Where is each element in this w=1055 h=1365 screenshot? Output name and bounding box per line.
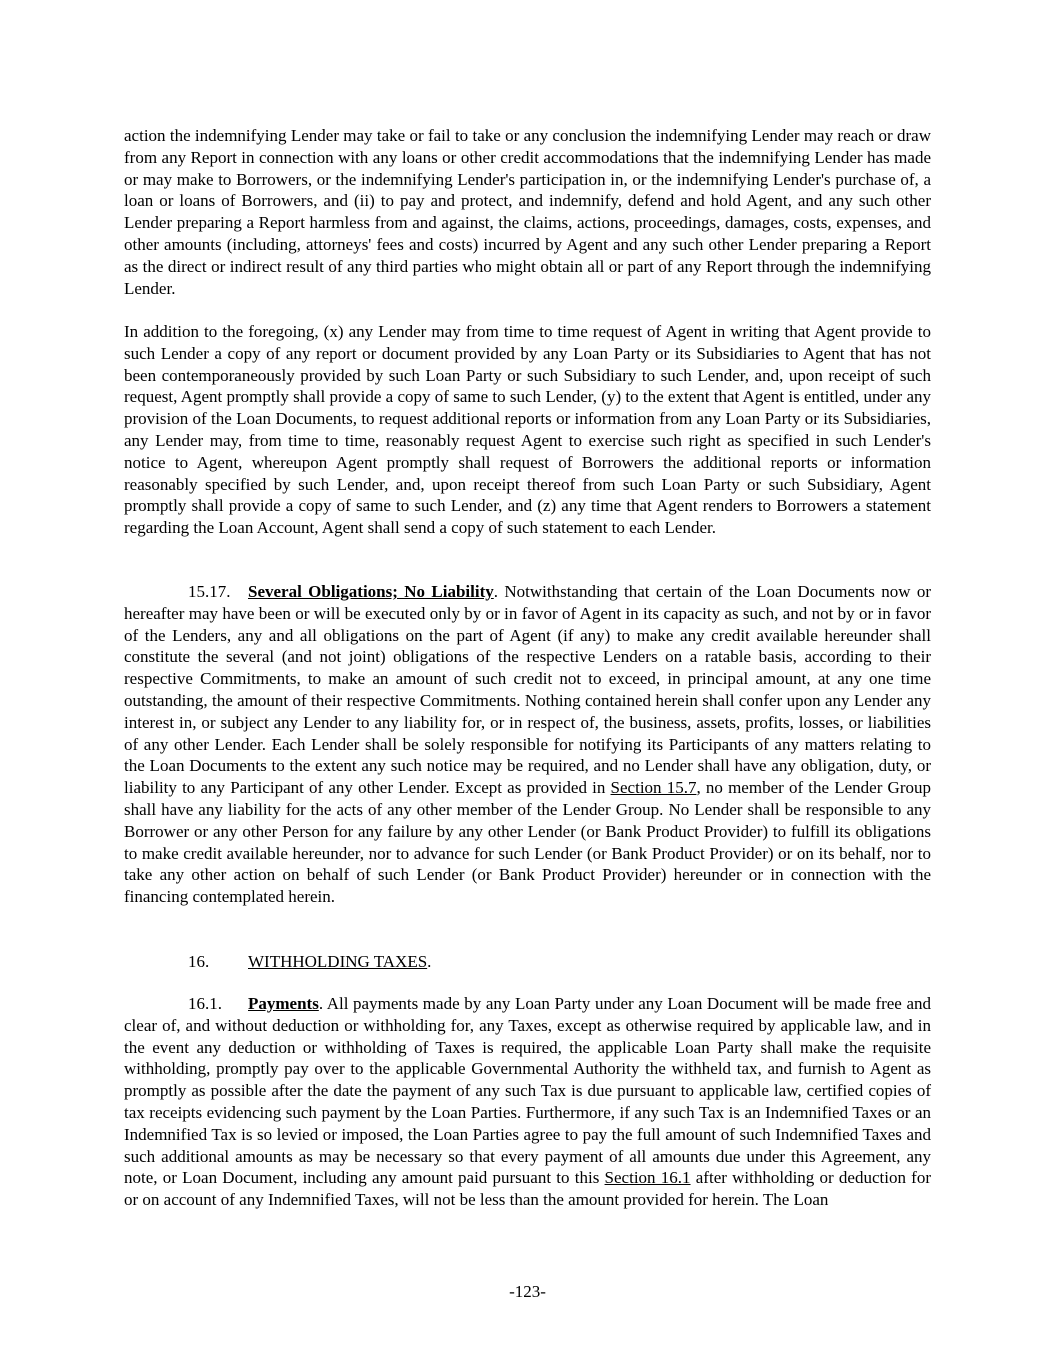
paragraph-indemnification-continued: action the indemnifying Lender may take or fail to take or any conclusion the indemnifying Lender may reach or draw from any Report in connection with any loans or other credit accommodations that the indemnifying Lender has made or may make to Borrowers, or the indemnifying Lender's participation in, or the indemnifying Lender's purchase of, a loan or loans of Borrowers, and (ii) to pay and protect, and indemnify, defend and hold Agent, and any such other Lender preparing a Report harmless from and against, the claims, actions, proceedings, damages, costs, expenses, and other amounts (including, attorneys' fees and costs) incurred by Agent and any such other Lender preparing a Report as the direct or indirect result of any third parties who might obtain all or part of any Report through the indemnifying Lender. [124,126,931,298]
section-heading: Payments [248,994,319,1013]
section-text: , no member of the Lender Group shall have any liability for the acts of any other member of the Lender Group. No Lender shall be responsible to any Borrower or any other Person for any failure by any other Lender (or Bank Product Provider) to fulfill its obligations to make credit available hereunder, nor to advance for such Lender (or Bank Product Provider) or on its behalf, nor to take any other action on behalf of such Lender (or Bank Product Provider) hereunder or in connection with the financing contemplated herein. [124,778,931,907]
section-heading: Several Obligations; No Liability [248,582,494,601]
paragraph-additional-reports: In addition to the foregoing, (x) any Lender may from time to time request of Agent in writing that Agent provide to such Lender a copy of any report or document provided by any Loan Party or its Subsidiaries to Agent that has not been contemporaneously provided by such Loan Party or such Subsidiary to such Lender, and, upon receipt of such request, Agent promptly shall provide a copy of same to such Lender, (y) to the extent that Agent is entitled, under any provision of the Loan Documents, to request additional reports or information from any Loan Party or its Subsidiaries, any Lender may, from time to time, reasonably request Agent to exercise such right as specified in such Lender's notice to Agent, whereupon Agent promptly shall request of Borrowers the additional reports or information reasonably specified by such Lender, and, upon receipt thereof from such Loan Party or such Subsidiary, Agent promptly shall provide a copy of same to such Lender, and (z) any time that Agent renders to Borrowers a statement regarding the Loan Account, Agent shall send a copy of such statement to each Lender. [124,322,931,538]
section-number: 16. [188,952,210,971]
section-text: after withholding or deduction for or on account of any Indemnified Taxes, will not be less than the amount provided for herein. The Loan [124,1168,932,1210]
section-title-period: . [427,952,432,971]
section-number: 16.1. [188,994,222,1013]
page-number: -123- [509,1282,546,1301]
section-reference-link[interactable]: Section 15.7 [610,778,697,798]
section-15-17 [124,581,931,908]
section-number: 15.17. [188,582,231,601]
section-16-1 [124,993,931,1211]
section-text: . Notwithstanding that certain of the Loan Documents now or hereafter may have been or will be executed only by or in favor of Agent in its capacity as such, and not by or in favor of the Lenders, any and all obligations on the part of Agent (if any) to make any credit available hereunder shall constitute the several (and not joint) obligations of the respective Lenders on a ratable basis, according to their respective Commitments, to make an amount of such credit not to exceed, in principal amount, at any one time outstanding, the amount of their respective Commitments. Nothing contained herein shall confer upon any Lender any interest in, or subject any Lender to any liability for, or in respect of, the business, assets, profits, losses, or liabilities of any other Lender. Each Lender shall be solely responsible for notifying its Participants of any matters relating to the Loan Documents to the extent any such notice may be required, and no Lender shall have any obligation, duty, or liability to any Participant of any other Lender. Except as provided in [124,582,931,798]
section-reference-link[interactable]: Section 16.1 [604,1168,691,1188]
section-title: WITHHOLDING TAXES [248,952,428,971]
section-16-heading [124,951,931,973]
section-text: . All payments made by any Loan Party under any Loan Document will be made free and clear of, and without deduction or withholding for, any Taxes, except as otherwise required by applicable law, and in the event any deduction or withholding of Taxes is required, the applicable Loan Party shall make the requisite withholding, promptly pay over to the applicable Governmental Authority the withheld tax, and furnish to Agent as promptly as possible after the date the payment of any such Tax is due pursuant to applicable law, certified copies of tax receipts evidencing such payment by the Loan Parties. Furthermore, if any such Tax is an Indemnified Taxes or an Indemnified Tax is so levied or imposed, the Loan Parties agree to pay the full amount of such Indemnified Taxes and such additional amounts as may be necessary so that every payment of all amounts due under this Agreement, any note, or Loan Document, including any amount paid pursuant to this [124,994,931,1188]
